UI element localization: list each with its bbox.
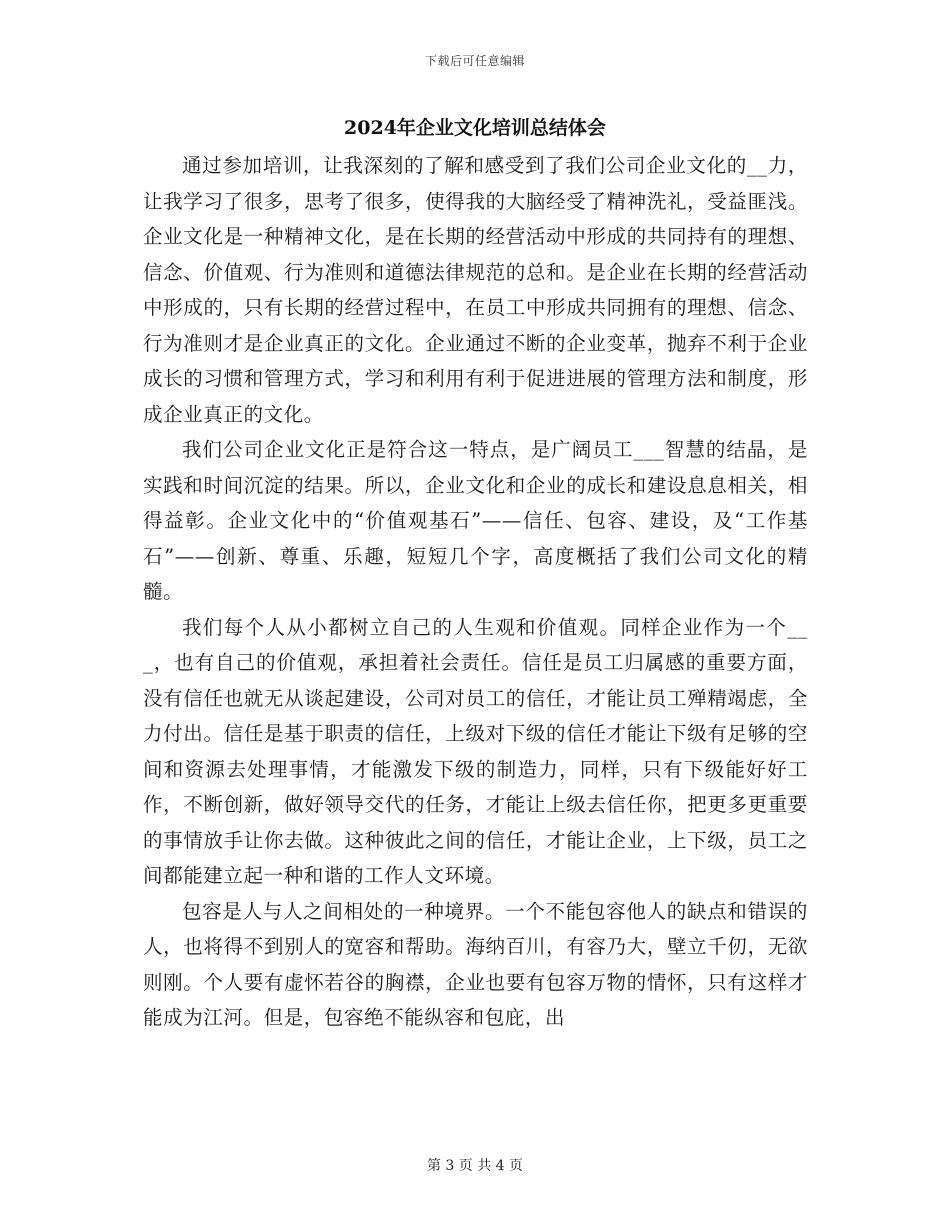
document-body [143, 148, 808, 1036]
document-title: 2024年企业文化培训总结体会 [344, 117, 606, 139]
paragraph-1: 通过参加培训，让我深刻的了解和感受到了我们公司企业文化的__力，让我学习了很多，思考了很多，使得我的大脑经受了精神洗礼，受益匪浅。企业文化是一种精神文化，是在长期的经营活动中形成的共同持有的理想、信念、价值观、行为准则和道德法律规范的总和。是企业在长期的经营活动中形成的，只有长期的经营过程中，在员工中形成共同拥有的理想、信念、行为准则才是企业真正的文化。企业通过不断的企业变革，抛弃不利于企业成长的习惯和管理方式，学习和利用有利于促进进展的管理方法和制度，形成企业真正的文化。 [143, 154, 808, 426]
header-note: 下载后可任意编辑 [424, 54, 525, 68]
paragraph-2: 我们公司企业文化正是符合这一特点，是广阔员工___智慧的结晶，是实践和时间沉淀的结果。所以，企业文化和企业的成长和建设息息相关，相得益彰。企业文化中的“价值观基石”——信任、包容、建设，及“工作基石”——创新、尊重、乐趣，短短几个字，高度概括了我们公司文化的精髓。 [143, 438, 808, 603]
page-footer: 第 3 页 共 4 页 [426, 1158, 524, 1174]
paragraph-4: 包容是人与人之间相处的一种境界。一个不能包容他人的缺点和错误的人，也将得不到别人的宽容和帮助。海纳百川，有容乃大，壁立千仞，无欲则刚。个人要有虚怀若谷的胸襟，企业也要有包容万物的情怀，只有这样才能成为江河。但是，包容绝不能纵容和包庇，出 [143, 899, 808, 1029]
paragraph-3: 我们每个人从小都树立自己的人生观和价值观。同样企业作为一个___，也有自己的价值观，承担着社会责任。信任是员工归属感的重要方面，没有信任也就无从谈起建设，公司对员工的信任，才能让员工殚精竭虑，全力付出。信任是基于职责的信任，上级对下级的信任才能让下级有足够的空间和资源去处理事情，才能激发下级的制造力，同样，只有下级能好好工作，不断创新，做好领导交代的任务，才能让上级去信任你，把更多更重要的事情放手让你去做。这种彼此之间的信任，才能让企业，上下级，员工之间都能建立起一种和谐的工作人文环境。 [143, 615, 808, 887]
